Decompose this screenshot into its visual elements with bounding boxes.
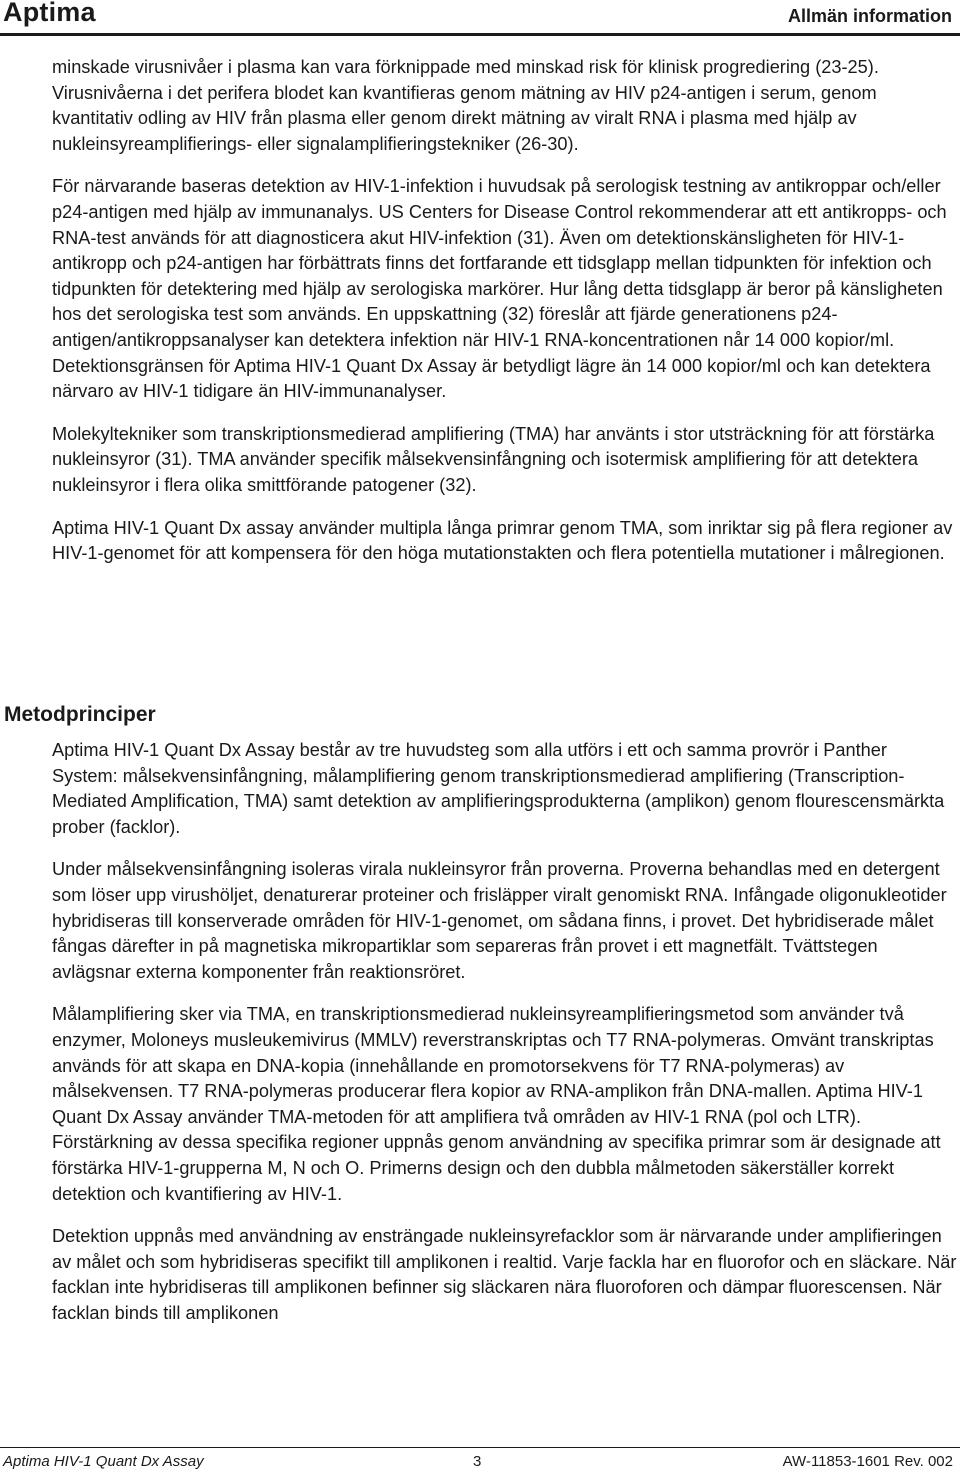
body-paragraph: Under målsekvensinfångning isoleras virala nukleinsyror från proverna. Proverna behandlas med en detergent som löser upp virushöljet, denaturerar proteiner och frisläpper viralt genomiskt RNA. Infångade oligonukleotider hybridiseras till konserverade områden för HIV-1-genomet, om sådana finns, i provet. Det hybridiserade målet fångas därefter in på magnetiska mikropartiklar som separeras från provet i ett magnetfält. Tvättstegen avlägsnar externa komponenter från reaktionsröret. bbox=[52, 859, 947, 982]
body-paragraph: minskade virusnivåer i plasma kan vara förknippade med minskad risk för klinisk progrediering (23-25). Virusnivåerna i det perifera blodet kan kvantifieras genom mätning av HIV p24-antigen i serum, genom kvantitativ odling av HIV från plasma eller genom direkt mätning av viralt RNA i plasma med hjälp av nukleinsyreamplifierings- eller signalamplifieringstekniker (26-30). bbox=[52, 57, 879, 154]
page-number: 3 bbox=[473, 1453, 482, 1470]
brand-logo bbox=[3, 0, 107, 28]
section-heading: Metodprinciper bbox=[4, 703, 156, 726]
section-title: Allmän information bbox=[787, 6, 952, 26]
page-header bbox=[0, 0, 960, 32]
header-divider bbox=[0, 33, 960, 36]
body-paragraph: För närvarande baseras detektion av HIV-1-infektion i huvudsak på serologisk testning av antikroppar och/eller p24-antigen med hjälp av immunanalys. US Centers for Disease Control rekommenderar att ett antikropps- och RNA-test används för att diagnosticera akut HIV-infektion (31). Även om detektionskänsligheten för HIV-1-antikropp och p24-antigen har förbättrats finns det fortfarande ett tidsglapp mellan tidpunkten för infektion och tidpunkten för detektering med hjälp av serologiska markörer. Hur lång detta tidsglapp är beror på känsligheten hos det serologiska test som används. En uppskattning (32) föreslår att fjärde generationens p24-antigen/antikroppsanalyser kan detektera infektion när HIV-1 RNA-koncentrationen når 14 000 kopior/ml. Detektionsgränsen för Aptima HIV-1 Quant Dx Assay är betydligt lägre än 14 000 kopior/ml och kan detektera närvaro av HIV-1 tidigare än HIV-immunanalyser. bbox=[52, 176, 947, 402]
body-paragraph: Molekyltekniker som transkriptionsmedierad amplifiering (TMA) har använts i stor utsträckning för att förstärka nukleinsyror (31). TMA använder specifik målsekvensinfångning och isotermisk amplifiering för att detektera nukleinsyror i flera olika smittförande patogener (32). bbox=[52, 423, 935, 495]
body-paragraph: Detektion uppnås med användning av ensträngade nukleinsyrefacklor som är närvarande under amplifieringen av målet och som hybridiseras specifikt till amplikonen i realtid. Varje fackla har en fluorofor och en släckare. När facklan inte hybridiseras till amplikonen befinner sig släckaren nära fluoroforen och dämpar fluorescensen. När facklan binds till amplikonen bbox=[52, 1226, 957, 1323]
brand-name: Aptima bbox=[3, 0, 96, 27]
body-paragraph: Aptima HIV-1 Quant Dx assay använder multipla långa primrar genom TMA, som inriktar sig på flera regioner av HIV-1-genomet för att kompensera för den höga mutationstakten och flera potentiella mutationer i målregionen. bbox=[52, 517, 953, 564]
footer-divider bbox=[0, 1447, 960, 1448]
footer-product-name: Aptima HIV-1 Quant Dx Assay bbox=[3, 1453, 204, 1470]
intro-section bbox=[52, 55, 957, 567]
method-section bbox=[52, 738, 957, 1326]
body-paragraph: Aptima HIV-1 Quant Dx Assay består av tre huvudsteg som alla utförs i ett och samma provrör i Panther System: målsekvensinfångning, målamplifiering genom transkriptionsmedierad amplifiering (Transcription-Mediated Amplification, TMA) samt detektion av amplifieringsprodukterna (amplikon) genom flourescensmärkta prober (facklor). bbox=[52, 740, 945, 837]
body-paragraph: Målamplifiering sker via TMA, en transkriptionsmedierad nukleinsyreamplifieringsmetod som använder två enzymer, Moloneys musleukemivirus (MMLV) reverstranskriptas och T7 RNA-polymeras. Omvänt transkriptas används för att skapa en DNA-kopia (innehållande en promotorsekvens för T7 RNA-polymeras) av målsekvensen. T7 RNA-polymeras producerar flera kopior av RNA-amplikon från DNA-mallen. Aptima HIV-1 Quant Dx Assay använder TMA-metoden för att amplifiera två områden av HIV-1 RNA (pol och LTR). Förstärkning av dessa specifika regioner uppnås genom användning av specifika primrar som är designade att förstärka HIV-1-grupperna M, N och O. Primerns design och den dubbla målmetoden säkerställer korrekt detektion och kvantifiering av HIV-1. bbox=[52, 1004, 941, 1204]
document-revision: AW-11853-1601 Rev. 002 bbox=[782, 1453, 953, 1470]
